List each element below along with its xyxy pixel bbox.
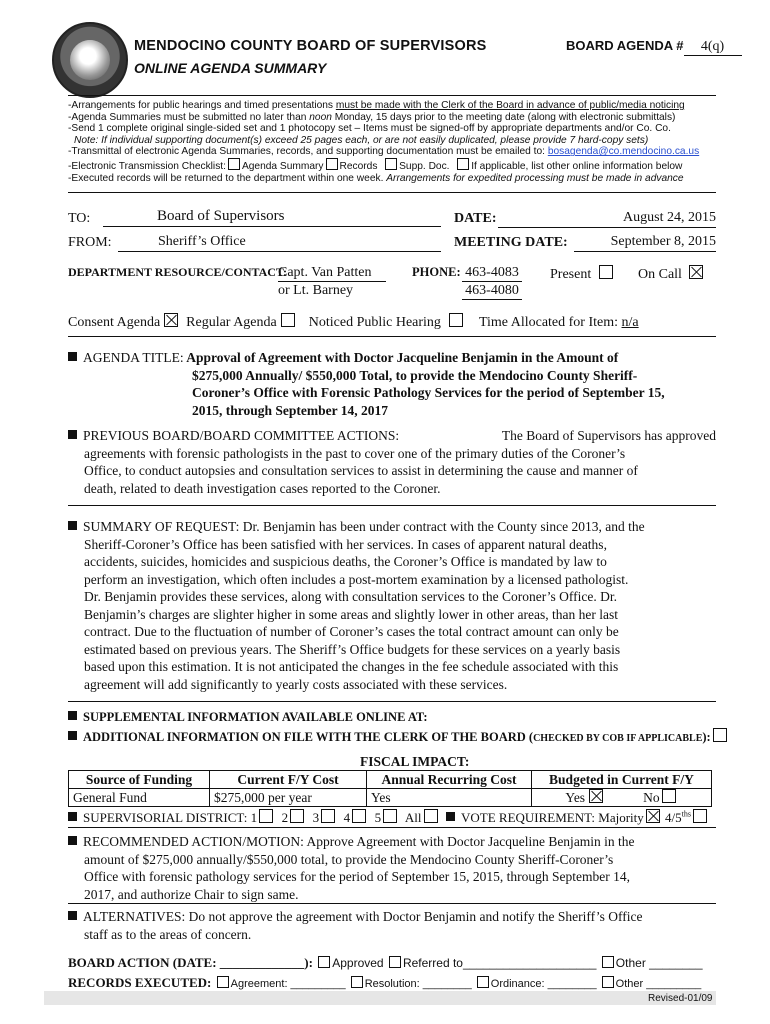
recommended-action-section: RECOMMENDED ACTION/MOTION: Approve Agreement with Doctor Jacqueline Benjamin in the amount of $275,000 annually/$550,000 total, to provide the Mendocino County Sheriff-Coroner’s Office with forensic pathology services for the period of September 15, 2015, through September 14, 2017, and authorize Chair to sign same. [68,833,716,903]
regular-agenda-checkbox[interactable] [281,313,295,327]
district-4-checkbox[interactable] [352,809,366,823]
bullet-icon [68,812,77,821]
district-2-checkbox[interactable] [290,809,304,823]
from-field[interactable]: Sheriff’s Office [118,234,441,252]
records-executed-row: RECORDS EXECUTED: Agreement: _________ Resolution: ________ Ordinance: ________ Other _________ [68,975,702,990]
bullet-icon [68,711,77,720]
contact-label: DEPARTMENT RESOURCE/CONTACT: [68,265,288,279]
document-title: MENDOCINO COUNTY BOARD OF SUPERVISORS [134,38,487,54]
alternatives-section: ALTERNATIVES: Do not approve the agreement with Doctor Benjamin and notify the Sheriff’s Office staff as to the areas of concern. [68,908,716,943]
board-action-label: BOARD ACTION (DATE: _____________): [68,955,313,970]
district-row: SUPERVISORIAL DISTRICT: 1 2 3 4 5 All VOTE REQUIREMENT: Majority $4/5^{ths}$ [68,809,709,826]
fiscal-source-value[interactable]: General Fund [69,789,210,807]
fiscal-data-row [69,789,712,807]
time-allocated-value: n/a [621,315,639,330]
oncall-checkbox[interactable] [689,265,703,279]
present-checkbox[interactable] [599,265,613,279]
document-subtitle: ONLINE AGENDA SUMMARY [134,60,327,76]
previous-actions-label: PREVIOUS BOARD/BOARD COMMITTEE ACTIONS: [83,428,400,443]
bullet-icon [68,430,77,439]
fiscal-col-recurring: Annual Recurring Cost [367,771,532,789]
fiscal-col-source: Source of Funding [69,771,210,789]
seal-emblem [70,40,110,80]
instr-line-4: Note: If individual supporting document(s) exceed 25 pages each, or are not easily duplicated, please provide 7 hard-copy sets) [74,134,649,146]
oncall-option: On Call [638,265,705,283]
fiscal-table [68,770,712,807]
alternatives-label: ALTERNATIVES: [83,909,186,924]
fiscal-col-budgeted: Budgeted in Current F/Y [532,771,712,789]
bullet-icon [446,812,455,821]
records-other-checkbox[interactable] [602,976,614,988]
supp-doc-checkbox[interactable] [385,158,397,170]
fiscal-impact-title: FISCAL IMPACT: [360,754,470,769]
bosagenda-email-link[interactable]: bosagenda@co.mendocino.ca.us [547,146,700,158]
supplemental-online: SUPPLEMENTAL INFORMATION AVAILABLE ONLINE AT: [68,710,428,725]
agenda-type-row [68,313,639,331]
section-rule-5 [68,903,716,904]
fiscal-cost-value[interactable]: $275,000 per year [210,789,367,807]
bullet-icon [68,521,77,530]
regular-agenda-label: Regular Agenda [186,315,277,330]
agenda-title-section: AGENDA TITLE: Approval of Agreement with Doctor Jacqueline Benjamin in the Amount of $275,000 Annually/ $550,000 Total, to provide the Mendocino County Sheriff- Coroner’s Office with Forensic Pathology Services for the period of September 15, 2015, through September 14, 2017 [68,349,716,419]
footer-bar [44,991,716,1005]
bullet-icon [68,836,77,845]
agenda-summary-checkbox[interactable] [228,158,240,170]
meeting-date-label: MEETING DATE: [454,235,568,250]
bullet-icon [68,731,77,740]
instr-line-6: -Electronic Transmission Checklist: Agenda Summary Records Supp. Doc. If applicable, list other online information below [68,158,718,173]
district-1-checkbox[interactable] [259,809,273,823]
district-label: SUPERVISORIAL DISTRICT: [83,810,248,825]
summary-section: SUMMARY OF REQUEST: Dr. Benjamin has been under contract with the County since 2013, and the Sheriff-Coroner’s Office has been satisfied with her services. In cases of apparent natural deaths, accidents, suicides, homicides and suspicious deaths, the Coroner’s Office is mandated by law to perform an investigation, which often includes a post-mortem examination by a licensed pathologist. Dr. Benjamin provides these services, along with consultation services to the Coroner’s Office. Dr. Benjamin’s charges are slighter higher in some areas and slightly lower in other areas, than her last contract. Due to the fluctuation of number of Coroner’s cases the total contract amount can only be estimated based on previous years. The Sheriff’s Office budgets for these services on a yearly basis based upon this estimation. It is not anticipated the changes in the fee schedule associated with this agreement will add significantly to yearly costs associated with these services. [68,518,716,693]
section-rule-4 [68,827,716,828]
approved-checkbox[interactable] [318,956,330,968]
majority-checkbox[interactable] [646,809,660,823]
date-field[interactable]: August 24, 2015 [498,210,716,228]
cob-checked-checkbox[interactable] [713,728,727,742]
bullet-icon [68,352,77,361]
records-executed-label: RECORDS EXECUTED: [68,975,212,990]
section-rule-3 [68,701,716,702]
to-label: TO: [68,211,91,226]
district-5-checkbox[interactable] [383,809,397,823]
revised-date: Revised-01/09 [648,993,713,1004]
district-all-checkbox[interactable] [424,809,438,823]
to-field[interactable]: Board of Supervisors [103,208,441,227]
fiscal-recurring-value[interactable]: Yes [367,789,532,807]
present-option: Present [550,265,615,283]
district-3-checkbox[interactable] [321,809,335,823]
four-fifths-checkbox[interactable] [693,809,707,823]
instr-line-1: -Arrangements for public hearings and timed presentations must be made with the Clerk of the Board in advance of public/media noticing [68,100,685,111]
from-label: FROM: [68,235,112,250]
consent-agenda-checkbox[interactable] [164,313,178,327]
header-rule [68,95,716,96]
public-hearing-checkbox[interactable] [449,313,463,327]
meeting-date-field[interactable]: September 8, 2015 [574,234,716,252]
agenda-number-label: BOARD AGENDA # [566,38,684,53]
records-checkbox[interactable] [326,158,338,170]
instr-line-7: -Executed records will be returned to the department within one week. Arrangements for expedited processing must be made in advance [68,172,684,184]
resolution-checkbox[interactable] [351,976,363,988]
agenda-number-field [566,38,742,56]
fiscal-header-row [69,771,712,789]
ordinance-checkbox[interactable] [477,976,489,988]
county-seal [52,22,128,98]
consent-agenda-label: Consent Agenda [68,315,161,330]
agenda-title-label: AGENDA TITLE: [83,350,184,365]
budgeted-yes-checkbox[interactable] [589,789,603,803]
instr-line-5: -Transmittal of electronic Agenda Summaries, records, and supporting documentation must be emailed to: bosagenda@co.mendocino.ca.us [68,146,700,158]
recommended-action-label: RECOMMENDED ACTION/MOTION: [83,834,304,849]
bullet-icon [68,911,77,920]
summary-label: SUMMARY OF REQUEST: [83,519,240,534]
fiscal-budgeted-value: Yes No [532,789,712,807]
instructions-rule [68,192,716,193]
phone-label: PHONE: [412,265,461,279]
budgeted-no-checkbox[interactable] [662,789,676,803]
phone-1[interactable]: 463-4083 [462,265,522,282]
contact-name-2: or Lt. Barney [278,283,354,298]
agreement-checkbox[interactable] [217,976,229,988]
instr-line-2: -Agenda Summaries must be submitted no later than noon Monday, 15 days prior to the meeting date (along with electronic submittals) [68,111,676,123]
referred-checkbox[interactable] [389,956,401,968]
phone-2[interactable]: 463-4080 [462,283,522,300]
board-other-checkbox[interactable] [602,956,614,968]
section-rule-2 [68,505,716,506]
section-rule-1 [68,336,716,337]
previous-actions-section: PREVIOUS BOARD/BOARD COMMITTEE ACTIONS: The Board of Supervisors has approved agreements with forensic pathologists in the past to cover one of the primary duties of the Coroner’s Office, to conduct autopsies and consultation services to assist in determining the cause and manner of death, related to death investigation cases reported to the Coroner. [68,427,716,497]
date-label: DATE: [454,211,497,226]
contact-name-1[interactable]: Capt. Van Patten [278,265,386,282]
other-info-checkbox[interactable] [457,158,469,170]
board-action-row: BOARD ACTION (DATE: _____________): Approved Referred to____________________ Other ________ [68,955,703,970]
instr-line-3: -Send 1 complete original single-sided set and 1 photocopy set – Items must be signed-off by appropriate departments and/or Co. Co. [68,123,671,135]
submission-instructions [68,100,718,184]
additional-info-on-file: ADDITIONAL INFORMATION ON FILE WITH THE CLERK OF THE BOARD (CHECKED BY COB IF APPLICABLE): [68,728,729,745]
agenda-number-value: 4(q) [684,39,742,56]
vote-requirement-label: VOTE REQUIREMENT: [461,810,596,825]
public-hearing-label: Noticed Public Hearing [308,315,441,330]
time-allocated-label: Time Allocated for Item: [478,315,619,330]
fiscal-col-cost: Current F/Y Cost [210,771,367,789]
